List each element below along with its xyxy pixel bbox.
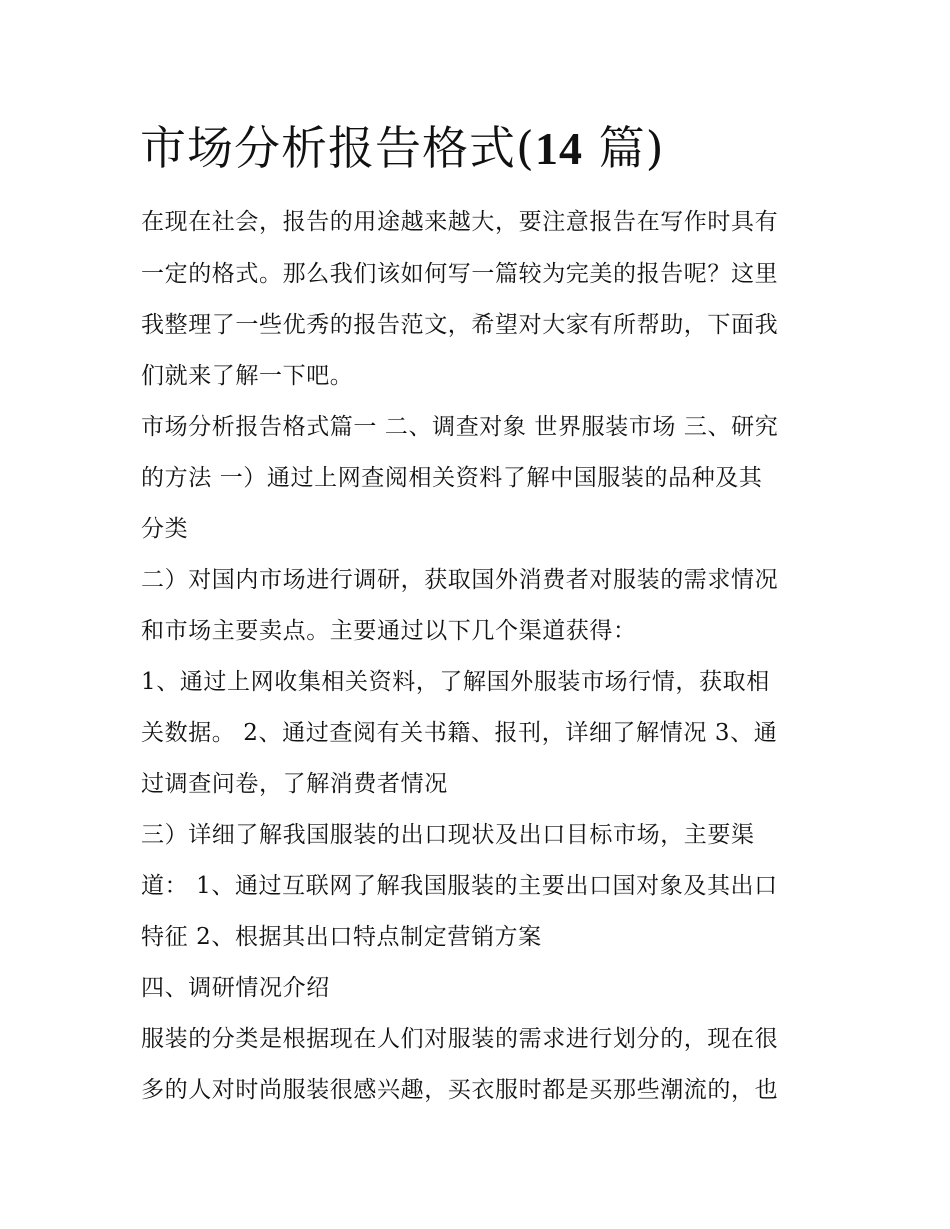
section-four-heading: 四、调研情况介绍 xyxy=(141,975,330,1001)
section-four-line-1: 服装的分类是根据现在人们对服装的需求进行划分的，现在很 xyxy=(141,1026,779,1052)
method-three-line-2: 道： 1、通过互联网了解我国服装的主要出口国对象及其出口 xyxy=(141,873,778,899)
method-two-line-2: 和市场主要卖点。主要通过以下几个渠道获得： xyxy=(141,618,637,644)
section-one-line-1: 市场分析报告格式篇一 二、调查对象 世界服装市场 三、研究 xyxy=(141,414,779,440)
method-two-line-5: 过调查问卷，了解消费者情况 xyxy=(141,771,448,797)
intro-line-2: 一定的格式。那么我们该如何写一篇较为完美的报告呢？这里 xyxy=(141,261,779,287)
intro-line-4: 们就来了解一下吧。 xyxy=(141,363,354,389)
intro-line-1: 在现在社会，报告的用途越来越大，要注意报告在写作时具有 xyxy=(141,209,779,235)
intro-line-3: 我整理了一些优秀的报告范文，希望对大家有所帮助，下面我 xyxy=(141,312,779,338)
method-three-line-3: 特征 2、根据其出口特点制定营销方案 xyxy=(141,924,542,950)
section-four-line-2: 多的人对时尚服装很感兴趣，买衣服时都是买那些潮流的，也 xyxy=(141,1077,779,1103)
section-one-line-2: 的方法 一）通过上网查阅相关资料了解中国服装的品种及其 xyxy=(141,465,763,491)
section-one-line-3: 分类 xyxy=(141,516,189,542)
method-two-line-1: 二）对国内市场进行调研，获取国外消费者对服装的需求情况 xyxy=(141,567,779,593)
title-prefix: 市场分析报告格式( xyxy=(140,121,535,175)
method-two-line-4: 关数据。 2、通过查阅有关书籍、报刊，详细了解情况 3、通 xyxy=(141,720,778,746)
title-number: 14 xyxy=(534,123,583,174)
method-three-line-1: 三）详细了解我国服装的出口现状及出口目标市场，主要渠 xyxy=(141,822,755,848)
method-two-line-3: 1、通过上网收集相关资料，了解国外服装市场行情，获取相 xyxy=(141,669,770,695)
title-suffix: 篇) xyxy=(582,121,665,175)
document-title xyxy=(140,118,665,179)
